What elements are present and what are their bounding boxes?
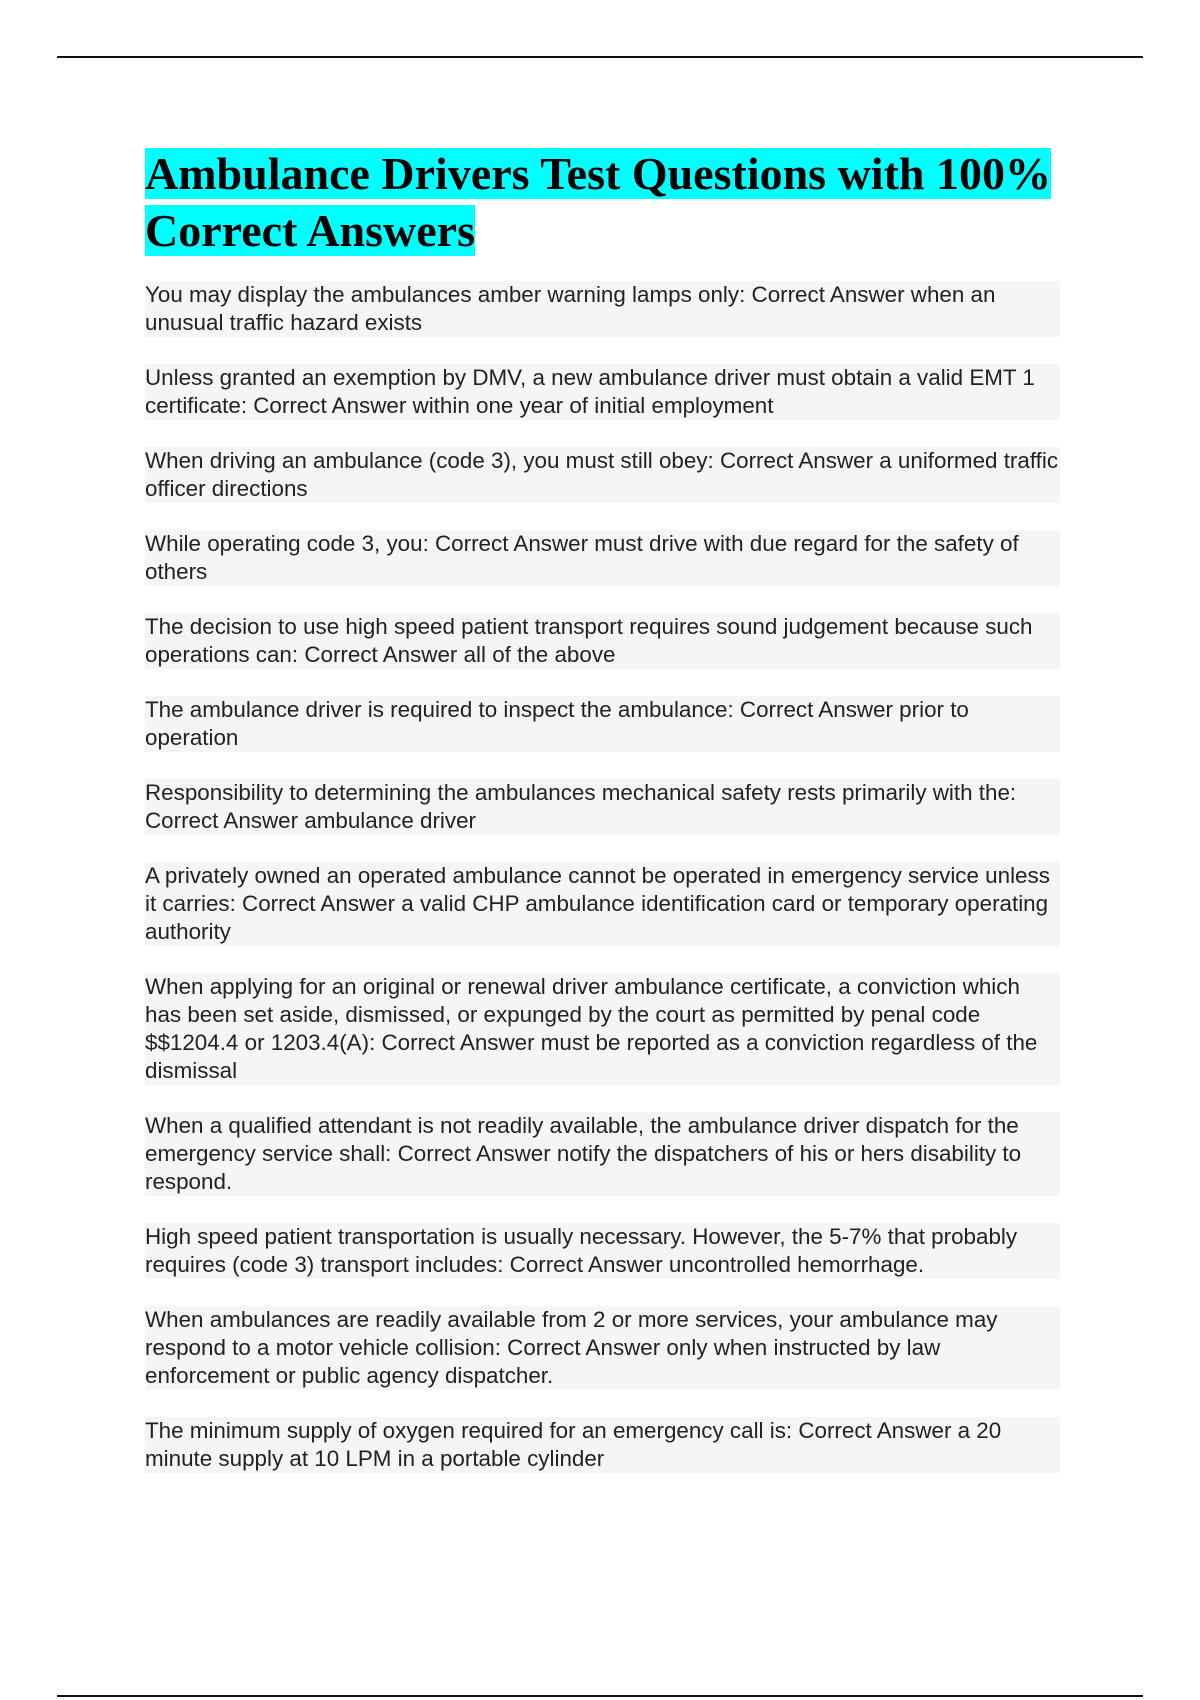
qa-item: Unless granted an exemption by DMV, a new ambulance driver must obtain a valid EMT 1 certificate: Correct Answer within one year of initial employment [145,364,1060,420]
qa-item: The decision to use high speed patient transport requires sound judgement because such operations can: Correct Answer all of the above [145,613,1060,669]
qa-item: You may display the ambulances amber warning lamps only: Correct Answer when an unusual traffic hazard exists [145,281,1060,337]
document-title [145,145,1060,259]
qa-item: The minimum supply of oxygen required for an emergency call is: Correct Answer a 20 minute supply at 10 LPM in a portable cylinder [145,1417,1060,1473]
qa-item: When ambulances are readily available from 2 or more services, your ambulance may respond to a motor vehicle collision: Correct Answer only when instructed by law enforcement or public agency dispatcher. [145,1306,1060,1390]
qa-item: High speed patient transportation is usually necessary. However, the 5-7% that probably requires (code 3) transport includes: Correct Answer uncontrolled hemorrhage. [145,1223,1060,1279]
document-title-text: Ambulance Drivers Test Questions with 100% Correct Answers [145,148,1051,256]
footer-rule [57,1695,1143,1697]
qa-item: A privately owned an operated ambulance cannot be operated in emergency service unless it carries: Correct Answer a valid CHP ambulance identification card or temporary operating authority [145,862,1060,946]
qa-item: When driving an ambulance (code 3), you must still obey: Correct Answer a uniformed traffic officer directions [145,448,1059,501]
document-body [145,145,1060,1500]
qa-item: Responsibility to determining the ambulances mechanical safety rests primarily with the: Correct Answer ambulance driver [145,779,1060,835]
qa-item: While operating code 3, you: Correct Answer must drive with due regard for the safety of others [145,530,1060,586]
header-rule [57,56,1143,58]
qa-item: When applying for an original or renewal driver ambulance certificate, a conviction which has been set aside, dismissed, or expunged by the court as permitted by penal code $$1204.4 or 1203.4(A): Correct Answer must be reported as a conviction regardless of the dismissal [145,973,1060,1085]
qa-item: When a qualified attendant is not readily available, the ambulance driver dispatch for the emergency service shall: Correct Answer notify the dispatchers of his or hers disability to respond. [145,1112,1060,1196]
qa-item: The ambulance driver is required to inspect the ambulance: Correct Answer prior to operation [145,696,1060,752]
